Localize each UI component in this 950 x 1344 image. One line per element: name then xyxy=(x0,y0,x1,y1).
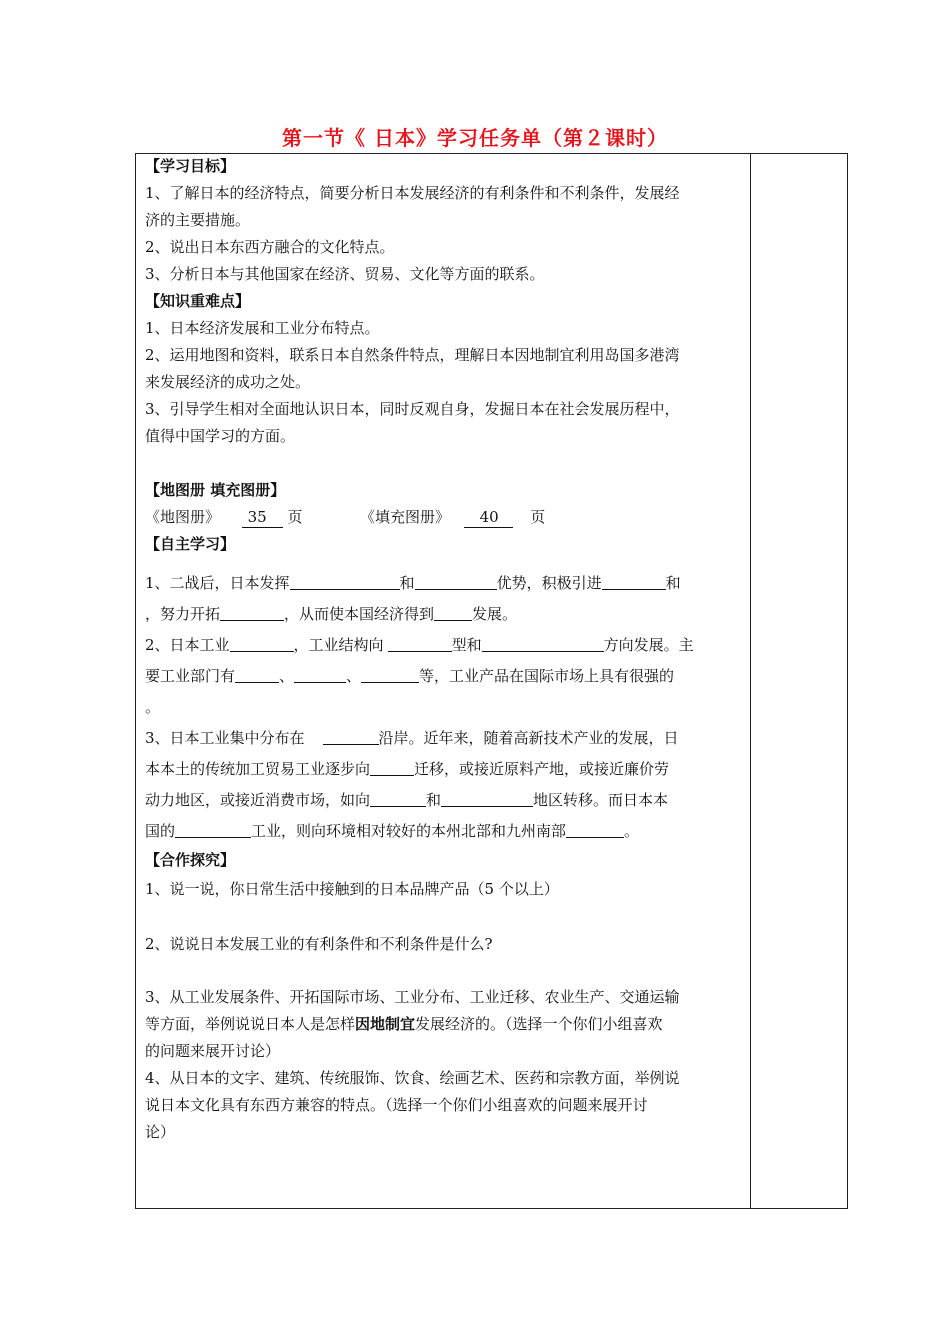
cooperation-q1: 1、说一说，你日常生活中接触到的日本品牌产品（5 个以上） xyxy=(145,880,559,898)
goal-2: 2、说出日本东西方融合的文化特点。 xyxy=(145,238,395,256)
self-study-q2-line2 xyxy=(145,661,745,692)
q3-text-c: 本本土的传统加工贸易工业逐步向 xyxy=(145,760,371,778)
keypoints-heading: 【知识重难点】 xyxy=(145,292,251,310)
cooperation-q2: 2、说说日本发展工业的有利条件和不利条件是什么? xyxy=(145,935,493,953)
q3-blank-3[interactable] xyxy=(370,788,426,807)
keypoint-2b: 来发展经济的成功之处。 xyxy=(145,373,311,391)
q3-text-i: 工业，则向环境相对较好的本州北部和九州南部 xyxy=(251,822,567,840)
q1-text-c: 优势，积极引进 xyxy=(496,574,602,592)
cooperation-q4c: 论） xyxy=(145,1123,176,1141)
keypoint-3b: 值得中国学习的方面。 xyxy=(145,427,296,445)
q3-blank-1[interactable] xyxy=(323,726,379,745)
q2-text-e: 要工业部门有 xyxy=(145,667,236,685)
q3b-text-pre: 等方面，举例说说日本人是怎样 xyxy=(145,1015,356,1033)
cooperation-q4b: 说日本文化具有东西方兼容的特点。（选择一个你们小组喜欢的问题来展开讨 xyxy=(145,1096,648,1114)
q2-text-d: 方向发展。主 xyxy=(603,636,694,654)
q2-text-c: 型和 xyxy=(451,636,482,654)
cooperation-q3b xyxy=(145,1011,745,1038)
self-study-q1-line2 xyxy=(145,599,745,630)
q2-text-b: ，工业结构向 xyxy=(293,636,384,654)
cooperation-q3c: 的问题来展开讨论） xyxy=(145,1042,281,1060)
self-study-heading: 【自主学习】 xyxy=(145,535,236,553)
q2-text-a: 2、日本工业 xyxy=(145,636,230,654)
q2-blank-4[interactable] xyxy=(235,664,279,683)
q3-text-f: 和 xyxy=(426,791,442,809)
fill-atlas-page-number: 40 xyxy=(464,507,513,528)
atlas-heading: 【地图册 填充图册】 xyxy=(145,481,286,499)
q3-text-a: 3、日本工业集中分布在 xyxy=(145,729,305,747)
self-study-q3-line2 xyxy=(145,754,745,785)
q2-text-h: 等，工业产品在国际市场上具有很强的 xyxy=(419,667,675,685)
goals-heading: 【学习目标】 xyxy=(145,157,236,175)
q2-text-g: 、 xyxy=(346,667,362,685)
atlas-label: 《地图册》 xyxy=(145,508,221,526)
q2-blank-2[interactable] xyxy=(388,633,452,652)
q3-text-g: 地区转移。而日本本 xyxy=(533,791,669,809)
q2-blank-5[interactable] xyxy=(294,664,346,683)
goal-1b: 济的主要措施。 xyxy=(145,211,251,229)
fill-atlas-page-unit: 页 xyxy=(530,508,546,526)
q3b-text-post: 发展经济的。（选择一个你们小组喜欢 xyxy=(415,1015,663,1033)
cooperation-q3a: 3、从工业发展条件、开拓国际市场、工业分布、工业迁移、农业生产、交通运输 xyxy=(145,988,680,1006)
q1-text-g: 发展。 xyxy=(472,605,518,623)
q3b-text-bold: 因地制宜 xyxy=(355,1015,416,1033)
q3-blank-2[interactable] xyxy=(370,757,414,776)
q1-blank-3[interactable] xyxy=(602,571,666,590)
goal-3: 3、分析日本与其他国家在经济、贸易、文化等方面的联系。 xyxy=(145,265,545,283)
self-study-q3-line4 xyxy=(145,816,745,847)
q3-blank-4[interactable] xyxy=(441,788,533,807)
q1-text-d: 和 xyxy=(665,574,681,592)
q3-blank-6[interactable] xyxy=(566,819,624,838)
q3-text-h: 国的 xyxy=(145,822,176,840)
cooperation-q4a: 4、从日本的文字、建筑、传统服饰、饮食、绘画艺术、医药和宗教方面，举例说 xyxy=(145,1069,680,1087)
atlas-pages xyxy=(145,504,745,531)
q1-text-e: ，努力开拓 xyxy=(145,605,221,623)
self-study-q3-line1 xyxy=(145,723,745,754)
cooperation-heading: 【合作探究】 xyxy=(145,851,236,869)
self-study-q2-line1 xyxy=(145,630,745,661)
q3-blank-5[interactable] xyxy=(175,819,251,838)
q1-text-f: ，从而使本国经济得到 xyxy=(284,605,435,623)
worksheet-content xyxy=(145,153,745,1146)
q2-blank-1[interactable] xyxy=(230,633,294,652)
fill-atlas-label: 《填充图册》 xyxy=(360,508,451,526)
q1-blank-4[interactable] xyxy=(220,602,284,621)
self-study-q3-line3 xyxy=(145,785,745,816)
self-study-q1-line1 xyxy=(145,568,745,599)
keypoint-3a: 3、引导学生相对全面地认识日本，同时反观自身，发掘日本在社会发展历程中， xyxy=(145,400,680,418)
keypoint-2a: 2、运用地图和资料，联系日本自然条件特点，理解日本因地制宜利用岛国多港湾 xyxy=(145,346,680,364)
page-title: 第一节《 日本》学习任务单（第２课时） xyxy=(282,126,668,150)
q1-blank-5[interactable] xyxy=(434,602,472,621)
q2-blank-6[interactable] xyxy=(361,664,419,683)
q2-text-f: 、 xyxy=(279,667,295,685)
q3-text-e: 动力地区，或接近消费市场，如向 xyxy=(145,791,371,809)
q3-text-d: 迁移，或接近原料产地，或接近廉价劳 xyxy=(414,760,670,778)
goal-1a: 1、了解日本的经济特点，简要分析日本发展经济的有利条件和不利条件，发展经 xyxy=(145,184,680,202)
q1-blank-1[interactable] xyxy=(290,571,400,590)
q2-blank-3[interactable] xyxy=(482,633,604,652)
atlas-page-unit: 页 xyxy=(287,508,303,526)
q1-blank-2[interactable] xyxy=(415,571,497,590)
q3-text-b: 沿岸。近年来，随着高新技术产业的发展，日 xyxy=(378,729,679,747)
q3-text-j: 。 xyxy=(624,822,640,840)
self-study-q2-line3: 。 xyxy=(145,698,161,716)
atlas-page-number: 35 xyxy=(242,507,283,528)
q1-text-a: 1、二战后，日本发挥 xyxy=(145,574,290,592)
keypoint-1: 1、日本经济发展和工业分布特点。 xyxy=(145,319,380,337)
q1-text-b: 和 xyxy=(399,574,415,592)
notes-column-divider xyxy=(750,153,751,1209)
